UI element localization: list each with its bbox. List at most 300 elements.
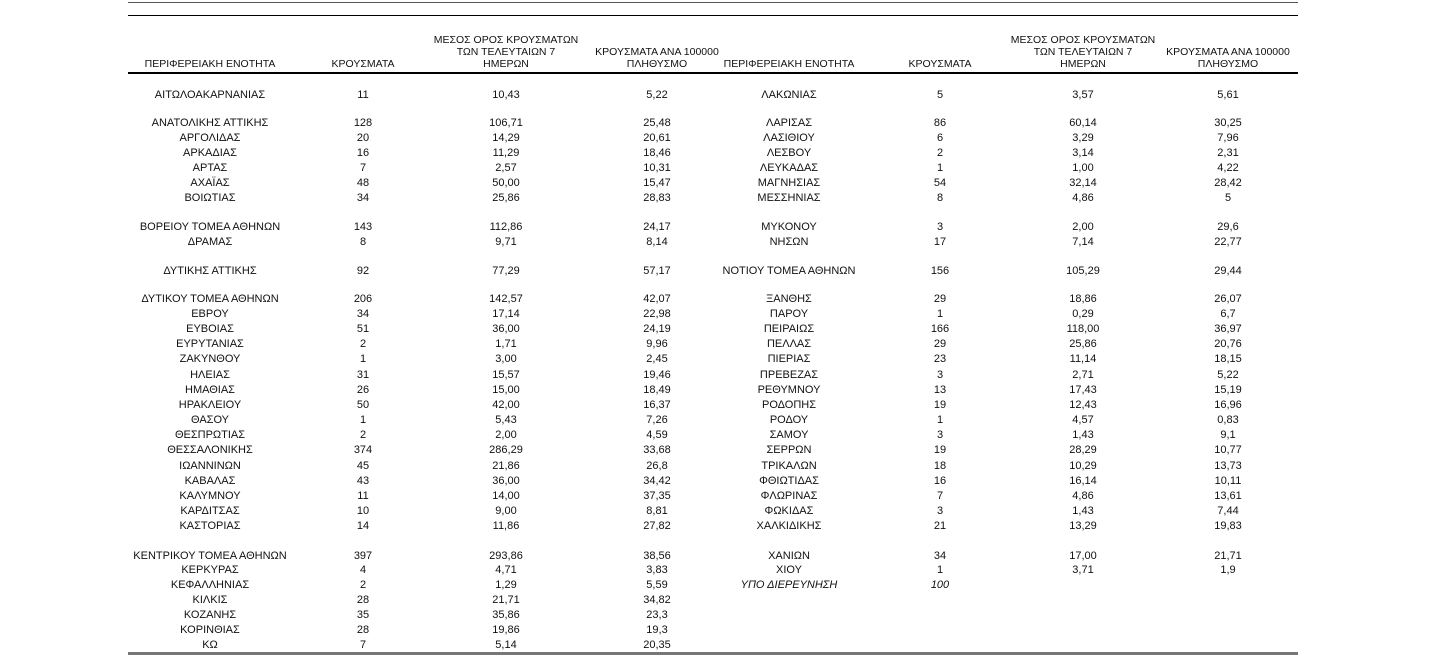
per100k-value: 4,22 bbox=[1217, 162, 1239, 174]
header-region-right bbox=[674, 58, 904, 70]
top-rule bbox=[128, 2, 1298, 3]
per100k-value: 10,77 bbox=[1214, 444, 1242, 456]
region-name: ΗΡΑΚΛΕΙΟΥ bbox=[178, 399, 242, 411]
cases-value: 17 bbox=[933, 236, 947, 248]
per100k-value: 8,81 bbox=[646, 505, 668, 517]
per100k-value: 7,96 bbox=[1217, 132, 1239, 144]
region-name: ΥΠΟ ΔΙΕΡΕΥΝΗΣΗ bbox=[740, 579, 838, 591]
avg7-value: 32,14 bbox=[1069, 177, 1097, 189]
region-name: ΚΑΒΑΛΑΣ bbox=[184, 475, 236, 487]
cases-value: 86 bbox=[933, 117, 947, 129]
region-name: ΖΑΚΥΝΘΟΥ bbox=[179, 353, 241, 365]
avg7-value: 50,00 bbox=[492, 177, 520, 189]
cases-value: 20 bbox=[356, 132, 370, 144]
cases-value: 1 bbox=[359, 353, 367, 365]
avg7-value: 3,14 bbox=[1072, 147, 1094, 159]
region-name: ΠΡΕΒΕΖΑΣ bbox=[759, 369, 819, 381]
region-name: ΡΕΘΥΜΝΟΥ bbox=[757, 384, 821, 396]
avg7-value: 0,29 bbox=[1072, 308, 1094, 320]
cases-value: 43 bbox=[356, 475, 370, 487]
avg7-value: 293,86 bbox=[489, 550, 523, 562]
region-name: ΑΧΑΪΑΣ bbox=[190, 177, 230, 189]
region-name: ΑΡΓΟΛΙΔΑΣ bbox=[179, 132, 241, 144]
table-row bbox=[128, 398, 1298, 413]
per100k-value: 4,59 bbox=[646, 429, 668, 441]
per100k-value: 2,45 bbox=[646, 353, 668, 365]
avg7-value: 11,29 bbox=[492, 147, 520, 159]
cases-value: 166 bbox=[930, 323, 950, 335]
avg7-value: 17,14 bbox=[492, 308, 520, 320]
avg7-value: 118,00 bbox=[1066, 323, 1100, 335]
avg7-value: 42,00 bbox=[492, 399, 520, 411]
avg7-value: 13,29 bbox=[1069, 520, 1097, 532]
per100k-value: 38,56 bbox=[643, 550, 671, 562]
per100k-value: 7,26 bbox=[646, 414, 668, 426]
per100k-value: 22,98 bbox=[643, 308, 671, 320]
avg7-value: 36,00 bbox=[492, 475, 520, 487]
cases-value: 26 bbox=[356, 384, 370, 396]
per100k-value: 26,07 bbox=[1214, 293, 1242, 305]
per100k-value: 34,82 bbox=[643, 594, 671, 606]
header-per100k-right bbox=[1138, 46, 1318, 70]
table-row bbox=[128, 638, 1298, 653]
per100k-value: 30,25 bbox=[1214, 117, 1242, 129]
avg7-value: 2,57 bbox=[495, 162, 517, 174]
region-name: ΛΑΣΙΘΙΟΥ bbox=[763, 132, 815, 144]
avg7-value: 3,71 bbox=[1072, 564, 1094, 576]
region-name: ΘΑΣΟΥ bbox=[190, 414, 230, 426]
per100k-value: 27,82 bbox=[643, 520, 671, 532]
cases-value: 3 bbox=[936, 221, 944, 233]
per100k-value: 3,83 bbox=[646, 564, 668, 576]
per100k-value: 8,14 bbox=[646, 236, 668, 248]
table-row bbox=[128, 307, 1298, 322]
header-top-rule bbox=[128, 15, 1298, 16]
region-name: ΜΑΓΝΗΣΙΑΣ bbox=[757, 177, 821, 189]
avg7-value: 4,57 bbox=[1072, 414, 1094, 426]
table-row bbox=[128, 563, 1298, 578]
header-line: ΚΡΟΥΣΜΑΤΑ ΑΝΑ 100000 bbox=[595, 46, 719, 58]
region-name: ΠΕΙΡΑΙΩΣ bbox=[763, 323, 815, 335]
avg7-value: 19,86 bbox=[492, 624, 520, 636]
avg7-value: 1,00 bbox=[1072, 162, 1094, 174]
region-name: ΡΟΔΟΥ bbox=[769, 414, 809, 426]
avg7-value: 5,14 bbox=[495, 639, 517, 651]
region-name: ΠΕΛΛΑΣ bbox=[766, 338, 812, 350]
per100k-value: 20,61 bbox=[643, 132, 671, 144]
avg7-value: 17,43 bbox=[1069, 384, 1097, 396]
avg7-value: 4,86 bbox=[1072, 192, 1094, 204]
table-row bbox=[128, 474, 1298, 489]
region-name: ΑΝΑΤΟΛΙΚΗΣ ΑΤΤΙΚΗΣ bbox=[151, 117, 269, 129]
avg7-value: 11,86 bbox=[492, 520, 520, 532]
table-row bbox=[128, 368, 1298, 383]
cases-value: 45 bbox=[356, 460, 370, 472]
per100k-value: 6,7 bbox=[1220, 308, 1236, 320]
avg7-value: 17,00 bbox=[1069, 550, 1097, 562]
per100k-value: 23,3 bbox=[646, 609, 668, 621]
cases-value: 21 bbox=[933, 520, 947, 532]
per100k-value: 36,97 bbox=[1214, 323, 1242, 335]
cases-value: 4 bbox=[359, 564, 367, 576]
avg7-value: 21,86 bbox=[492, 460, 520, 472]
cases-value: 1 bbox=[936, 414, 944, 426]
region-name: ΗΜΑΘΙΑΣ bbox=[185, 384, 235, 396]
table-row bbox=[128, 383, 1298, 398]
per100k-value: 22,77 bbox=[1214, 236, 1242, 248]
table-row bbox=[128, 131, 1298, 146]
region-name: ΒΟΙΩΤΙΑΣ bbox=[184, 192, 236, 204]
region-name: ΒΟΡΕΙΟΥ ΤΟΜΕΑ ΑΘΗΝΩΝ bbox=[139, 221, 281, 233]
per100k-value: 29,44 bbox=[1214, 265, 1242, 277]
cases-value: 2 bbox=[359, 429, 367, 441]
cases-value: 54 bbox=[933, 177, 947, 189]
per100k-value: 18,46 bbox=[643, 147, 671, 159]
header-line: ΤΩΝ ΤΕΛΕΥΤΑΙΩΝ 7 bbox=[456, 46, 556, 58]
table-row bbox=[128, 549, 1298, 564]
region-name: ΚΙΛΚΙΣ bbox=[192, 594, 228, 606]
avg7-value: 60,14 bbox=[1069, 117, 1097, 129]
table-row bbox=[128, 593, 1298, 608]
cases-value: 2 bbox=[359, 579, 367, 591]
per100k-value: 13,61 bbox=[1214, 490, 1242, 502]
region-name: ΛΑΚΩΝΙΑΣ bbox=[761, 89, 817, 101]
table-row bbox=[128, 443, 1298, 458]
avg7-value: 112,86 bbox=[489, 221, 523, 233]
cases-value: 7 bbox=[936, 490, 944, 502]
avg7-value: 3,00 bbox=[495, 353, 517, 365]
per100k-value: 19,83 bbox=[1214, 520, 1242, 532]
per100k-value: 15,19 bbox=[1214, 384, 1242, 396]
cases-value: 5 bbox=[936, 89, 944, 101]
table-row bbox=[128, 519, 1298, 534]
per100k-value: 19,3 bbox=[646, 624, 668, 636]
region-name: ΕΥΡΥΤΑΝΙΑΣ bbox=[176, 338, 244, 350]
header-line: ΠΕΡΙΦΕΡΕΙΑΚΗ ΕΝΟΤΗΤΑ bbox=[723, 58, 855, 70]
avg7-value: 2,00 bbox=[1072, 221, 1094, 233]
avg7-value: 11,14 bbox=[1069, 353, 1097, 365]
header-line: ΗΜΕΡΩΝ bbox=[483, 58, 529, 70]
region-name: ΛΕΣΒΟΥ bbox=[766, 147, 812, 159]
per100k-value: 20,35 bbox=[643, 639, 671, 651]
region-name: ΚΑΣΤΟΡΙΑΣ bbox=[179, 520, 241, 532]
region-name: ΑΡΚΑΔΙΑΣ bbox=[183, 147, 237, 159]
cases-value: 28 bbox=[356, 624, 370, 636]
region-name: ΞΑΝΘΗΣ bbox=[766, 293, 812, 305]
avg7-value: 3,29 bbox=[1072, 132, 1094, 144]
cases-value: 6 bbox=[936, 132, 944, 144]
region-name: ΤΡΙΚΑΛΩΝ bbox=[761, 460, 817, 472]
region-name: ΧΙΟΥ bbox=[776, 564, 802, 576]
region-name: ΠΙΕΡΙΑΣ bbox=[767, 353, 811, 365]
table-row bbox=[128, 578, 1298, 593]
cases-value: 16 bbox=[356, 147, 370, 159]
per100k-value: 19,46 bbox=[643, 369, 671, 381]
region-name: ΜΕΣΣΗΝΙΑΣ bbox=[757, 192, 821, 204]
cases-value: 206 bbox=[353, 293, 373, 305]
region-name: ΧΑΛΚΙΔΙΚΗΣ bbox=[756, 520, 822, 532]
region-name: ΔΥΤΙΚΟΥ ΤΟΜΕΑ ΑΘΗΝΩΝ bbox=[141, 293, 279, 305]
cases-value: 14 bbox=[356, 520, 370, 532]
per100k-value: 5,22 bbox=[646, 89, 668, 101]
region-name: ΗΛΕΙΑΣ bbox=[190, 369, 230, 381]
region-name: ΑΙΤΩΛΟΑΚΑΡΝΑΝΙΑΣ bbox=[154, 89, 266, 101]
per100k-value: 37,35 bbox=[643, 490, 671, 502]
table-row bbox=[128, 428, 1298, 443]
avg7-value: 106,71 bbox=[489, 117, 523, 129]
region-name: ΔΥΤΙΚΗΣ ΑΤΤΙΚΗΣ bbox=[163, 265, 257, 277]
cases-value: 1 bbox=[936, 564, 944, 576]
cases-value: 50 bbox=[356, 399, 370, 411]
header-line: ΠΛΗΘΥΣΜΟ bbox=[1197, 58, 1259, 70]
header-line: ΚΡΟΥΣΜΑΤΑ bbox=[908, 58, 972, 70]
per100k-value: 18,15 bbox=[1214, 353, 1242, 365]
cases-value: 1 bbox=[936, 308, 944, 320]
avg7-value: 9,71 bbox=[495, 236, 517, 248]
cases-value: 1 bbox=[936, 162, 944, 174]
region-name: ΚΑΛΥΜΝΟΥ bbox=[179, 490, 241, 502]
per100k-value: 28,83 bbox=[643, 192, 671, 204]
avg7-value: 105,29 bbox=[1066, 265, 1100, 277]
avg7-value: 1,71 bbox=[495, 338, 517, 350]
region-name: ΛΑΡΙΣΑΣ bbox=[765, 117, 812, 129]
table-row bbox=[128, 88, 1298, 103]
table-row bbox=[128, 176, 1298, 191]
header-line: ΚΡΟΥΣΜΑΤΑ ΑΝΑ 100000 bbox=[1166, 46, 1290, 58]
per100k-value: 0,83 bbox=[1217, 414, 1239, 426]
region-name: ΔΡΑΜΑΣ bbox=[187, 236, 233, 248]
table-row bbox=[128, 352, 1298, 367]
avg7-value: 142,57 bbox=[489, 293, 523, 305]
cases-value: 8 bbox=[936, 192, 944, 204]
cases-value: 2 bbox=[936, 147, 944, 159]
avg7-value: 9,00 bbox=[495, 505, 517, 517]
region-name: ΝΟΤΙΟΥ ΤΟΜΕΑ ΑΘΗΝΩΝ bbox=[722, 265, 856, 277]
region-name: ΑΡΤΑΣ bbox=[192, 162, 228, 174]
per100k-value: 20,76 bbox=[1214, 338, 1242, 350]
avg7-value: 35,86 bbox=[492, 609, 520, 621]
cases-table bbox=[128, 0, 1298, 666]
per100k-value: 10,31 bbox=[643, 162, 671, 174]
per100k-value: 21,71 bbox=[1214, 550, 1242, 562]
table-row bbox=[128, 608, 1298, 623]
per100k-value: 5,22 bbox=[1217, 369, 1239, 381]
cases-value: 11 bbox=[357, 490, 369, 502]
cases-value: 92 bbox=[356, 265, 370, 277]
table-row bbox=[128, 322, 1298, 337]
cases-value: 374 bbox=[353, 444, 373, 456]
cases-value: 16 bbox=[933, 475, 947, 487]
avg7-value: 7,14 bbox=[1072, 236, 1094, 248]
cases-value: 34 bbox=[933, 550, 947, 562]
region-name: ΦΛΩΡΙΝΑΣ bbox=[760, 490, 818, 502]
cases-value: 29 bbox=[933, 293, 947, 305]
avg7-value: 1,43 bbox=[1072, 505, 1094, 517]
cases-value: 100 bbox=[930, 579, 950, 591]
cases-value: 3 bbox=[936, 505, 944, 517]
table-row bbox=[128, 191, 1298, 206]
cases-value: 31 bbox=[356, 369, 370, 381]
cases-value: 34 bbox=[356, 192, 370, 204]
region-name: ΚΕΝΤΡΙΚΟΥ ΤΟΜΕΑ ΑΘΗΝΩΝ bbox=[133, 550, 287, 562]
per100k-value: 24,19 bbox=[643, 323, 671, 335]
region-name: ΕΒΡΟΥ bbox=[191, 308, 229, 320]
region-name: ΚΑΡΔΙΤΣΑΣ bbox=[180, 505, 240, 517]
table-row bbox=[128, 264, 1298, 279]
per100k-value: 5 bbox=[1224, 192, 1232, 204]
cases-value: 10 bbox=[356, 505, 370, 517]
per100k-value: 1,9 bbox=[1220, 564, 1236, 576]
region-name: ΚΕΡΚΥΡΑΣ bbox=[181, 564, 239, 576]
cases-value: 19 bbox=[933, 444, 947, 456]
cases-value: 7 bbox=[359, 639, 367, 651]
header-line: ΜΕΣΟΣ ΟΡΟΣ ΚΡΟΥΣΜΑΤΩΝ bbox=[1010, 34, 1156, 46]
region-name: ΝΗΣΩΝ bbox=[769, 236, 809, 248]
cases-value: 3 bbox=[936, 429, 944, 441]
header-line: ΠΕΡΙΦΕΡΕΙΑΚΗ ΕΝΟΤΗΤΑ bbox=[144, 58, 276, 70]
avg7-value: 5,43 bbox=[495, 414, 517, 426]
table-row bbox=[128, 220, 1298, 235]
table-row bbox=[128, 116, 1298, 131]
table-row bbox=[128, 459, 1298, 474]
header-cases-left bbox=[313, 58, 413, 70]
per100k-value: 42,07 bbox=[643, 293, 671, 305]
cases-value: 2 bbox=[359, 338, 367, 350]
region-name: ΡΟΔΟΠΗΣ bbox=[761, 399, 817, 411]
avg7-value: 4,86 bbox=[1072, 490, 1094, 502]
table-row bbox=[128, 146, 1298, 161]
avg7-value: 2,71 bbox=[1072, 369, 1094, 381]
header-line: ΗΜΕΡΩΝ bbox=[1060, 58, 1106, 70]
per100k-value: 2,31 bbox=[1217, 147, 1239, 159]
header-line: ΚΡΟΥΣΜΑΤΑ bbox=[331, 58, 395, 70]
region-name: ΙΩΑΝΝΙΝΩΝ bbox=[179, 460, 241, 472]
avg7-value: 21,71 bbox=[492, 594, 520, 606]
header-cases-right bbox=[890, 58, 990, 70]
cases-value: 143 bbox=[353, 221, 373, 233]
avg7-value: 14,29 bbox=[492, 132, 520, 144]
table-row bbox=[128, 235, 1298, 250]
cases-value: 8 bbox=[359, 236, 367, 248]
cases-value: 35 bbox=[356, 609, 370, 621]
region-name: ΣΕΡΡΩΝ bbox=[766, 444, 812, 456]
avg7-value: 18,86 bbox=[1069, 293, 1097, 305]
cases-value: 34 bbox=[356, 308, 370, 320]
cases-value: 3 bbox=[936, 369, 944, 381]
avg7-value: 15,57 bbox=[492, 369, 520, 381]
per100k-value: 5,61 bbox=[1217, 89, 1239, 101]
cases-value: 13 bbox=[933, 384, 947, 396]
header-bottom-rule bbox=[128, 72, 1298, 74]
per100k-value: 29,6 bbox=[1217, 221, 1239, 233]
per100k-value: 5,59 bbox=[646, 579, 668, 591]
avg7-value: 16,14 bbox=[1069, 475, 1097, 487]
table-row bbox=[128, 161, 1298, 176]
table-row bbox=[128, 337, 1298, 352]
per100k-value: 16,37 bbox=[643, 399, 671, 411]
per100k-value: 9,1 bbox=[1220, 429, 1236, 441]
cases-value: 28 bbox=[356, 594, 370, 606]
table-row bbox=[128, 489, 1298, 504]
per100k-value: 7,44 bbox=[1217, 505, 1239, 517]
per100k-value: 13,73 bbox=[1214, 460, 1242, 472]
region-name: ΠΑΡΟΥ bbox=[769, 308, 809, 320]
avg7-value: 25,86 bbox=[492, 192, 520, 204]
per100k-value: 26,8 bbox=[646, 460, 668, 472]
per100k-value: 18,49 bbox=[643, 384, 671, 396]
avg7-value: 10,29 bbox=[1069, 460, 1097, 472]
region-name: ΦΘΙΩΤΙΔΑΣ bbox=[759, 475, 819, 487]
avg7-value: 77,29 bbox=[492, 265, 520, 277]
per100k-value: 15,47 bbox=[643, 177, 671, 189]
avg7-value: 14,00 bbox=[492, 490, 520, 502]
region-name: ΦΩΚΙΔΑΣ bbox=[764, 505, 814, 517]
per100k-value: 34,42 bbox=[643, 475, 671, 487]
per100k-value: 10,11 bbox=[1214, 475, 1242, 487]
cases-value: 1 bbox=[359, 414, 367, 426]
region-name: ΚΩ bbox=[202, 639, 218, 651]
table-row bbox=[128, 504, 1298, 519]
cases-value: 48 bbox=[356, 177, 370, 189]
avg7-value: 4,71 bbox=[495, 564, 517, 576]
avg7-value: 1,43 bbox=[1072, 429, 1094, 441]
avg7-value: 3,57 bbox=[1072, 89, 1094, 101]
header-line: ΜΕΣΟΣ ΟΡΟΣ ΚΡΟΥΣΜΑΤΩΝ bbox=[433, 34, 579, 46]
avg7-value: 286,29 bbox=[489, 444, 523, 456]
table-row bbox=[128, 413, 1298, 428]
region-name: ΜΥΚΟΝΟΥ bbox=[761, 221, 817, 233]
avg7-value: 10,43 bbox=[492, 89, 520, 101]
cases-value: 19 bbox=[933, 399, 947, 411]
per100k-value: 28,42 bbox=[1214, 177, 1242, 189]
region-name: ΕΥΒΟΙΑΣ bbox=[186, 323, 234, 335]
cases-value: 156 bbox=[930, 265, 950, 277]
table-row bbox=[128, 292, 1298, 307]
avg7-value: 25,86 bbox=[1069, 338, 1097, 350]
per100k-value: 9,96 bbox=[646, 338, 668, 350]
avg7-value: 36,00 bbox=[492, 323, 520, 335]
region-name: ΛΕΥΚΑΔΑΣ bbox=[759, 162, 819, 174]
cases-value: 7 bbox=[359, 162, 367, 174]
cases-value: 51 bbox=[356, 323, 370, 335]
per100k-value: 25,48 bbox=[643, 117, 671, 129]
per100k-value: 33,68 bbox=[643, 444, 671, 456]
avg7-value: 12,43 bbox=[1069, 399, 1097, 411]
cases-value: 11 bbox=[357, 89, 369, 101]
avg7-value: 15,00 bbox=[492, 384, 520, 396]
table-row bbox=[128, 623, 1298, 638]
header-line: ΠΛΗΘΥΣΜΟ bbox=[626, 58, 688, 70]
region-name: ΣΑΜΟΥ bbox=[769, 429, 809, 441]
per100k-value: 57,17 bbox=[643, 265, 671, 277]
region-name: ΚΟΡΙΝΘΙΑΣ bbox=[180, 624, 240, 636]
region-name: ΘΕΣΠΡΩΤΙΑΣ bbox=[174, 429, 246, 441]
region-name: ΚΕΦΑΛΛΗΝΙΑΣ bbox=[170, 579, 250, 591]
per100k-value: 16,96 bbox=[1214, 399, 1242, 411]
header-line: ΤΩΝ ΤΕΛΕΥΤΑΙΩΝ 7 bbox=[1033, 46, 1133, 58]
cases-value: 128 bbox=[353, 117, 373, 129]
header-region-left bbox=[95, 58, 325, 70]
cases-value: 29 bbox=[933, 338, 947, 350]
cases-value: 23 bbox=[933, 353, 947, 365]
region-name: ΘΕΣΣΑΛΟΝΙΚΗΣ bbox=[167, 444, 253, 456]
avg7-value: 28,29 bbox=[1069, 444, 1097, 456]
region-name: ΚΟΖΑΝΗΣ bbox=[183, 609, 237, 621]
avg7-value: 2,00 bbox=[495, 429, 517, 441]
per100k-value: 24,17 bbox=[643, 221, 671, 233]
cases-value: 397 bbox=[353, 550, 373, 562]
region-name: ΧΑΝΙΩΝ bbox=[768, 550, 810, 562]
